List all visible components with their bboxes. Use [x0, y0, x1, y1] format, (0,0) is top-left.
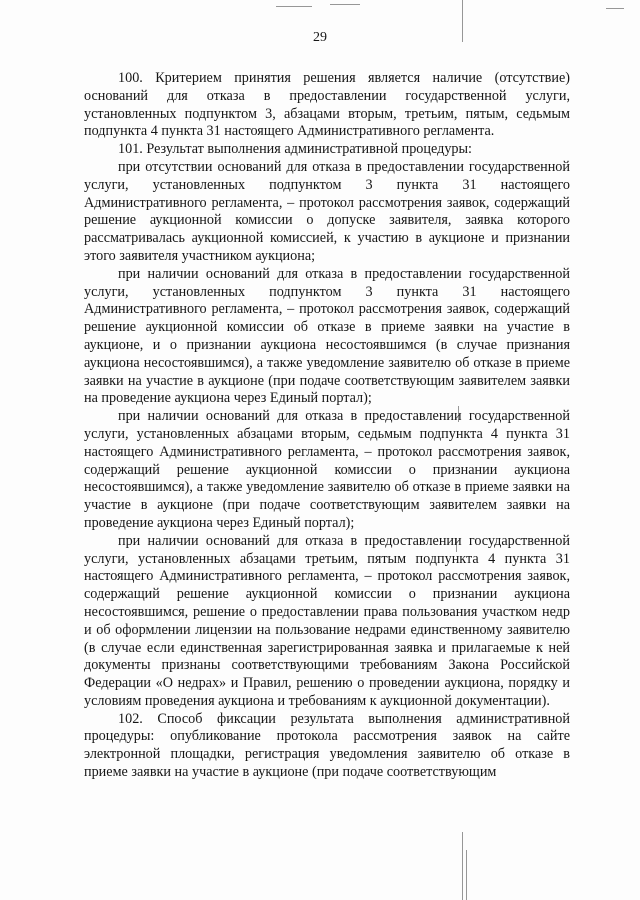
- paragraph-100: 100. Критерием принятия решения является наличие (отсутствие) оснований для отказа в предоставлении государственной услуги, установленных подпунктом 3, абзацами вторым, третьим, пятым, седьмым подпункта 4 пункта 31 настоящего Административного регламента.: [84, 70, 570, 140]
- scan-artifact: [606, 8, 624, 9]
- scan-artifact: [330, 4, 360, 5]
- scan-artifact: [466, 850, 467, 900]
- result-item-grounds-subpoint-3: при наличии оснований для отказа в предоставлении государственной услуги, установленных подпунктом 3 пункта 31 настоящего Административного регламента, – протокол рассмотрения заявок, содержащий решение аукционной комиссии об отказе в приеме заявки на участие в аукционе, и о признании аукциона несостоявшимся (в случае признания аукциона несостоявшимся), а также уведомление заявителю об отказе в приеме заявки на участие в аукционе (при подаче соответствующим заявителем заявки на проведение аукциона через Единый портал);: [84, 265, 570, 407]
- paragraph-101: 101. Результат выполнения административной процедуры:: [118, 141, 472, 158]
- paragraph-102: 102. Способ фиксации результата выполнения административной процедуры: опубликование протокола рассмотрения заявок на сайте электронной площадки, регистрация уведомления заявителю об отказе в приеме заявки на участие в аукционе (при подаче соответствующим: [84, 710, 570, 781]
- result-item-grounds-second-seventh: при наличии оснований для отказа в предоставлении государственной услуги, установленных абзацами вторым, седьмым подпункта 4 пункта 31 настоящего Административного регламента, – протокол рассмотрения заявок, содержащий решение аукционной комиссии о признании аукциона несостоявшимся), а также уведомление заявителю об отказе в приеме заявки на участие в аукционе (при подаче соответствующим заявителем заявки на проведение аукциона через Единый портал);: [84, 408, 570, 531]
- page-number: 29: [313, 30, 327, 45]
- result-item-grounds-third-fifth: при наличии оснований для отказа в предоставлении государственной услуги, установленных абзацами третьим, пятым подпункта 4 пункта 31 настоящего Административного регламента, – протокол рассмотрения заявок, содержащий решение аукционной комиссии о признании аукциона несостоявшимся, решение о предоставлении права пользования участком недр и об оформлении лицензии на пользование недрами единственному заявителю (в случае если единственная зарегистрированная заявка и прилагаемые к ней документы признаны соответствующими требованиям Закона Российской Федерации «О недрах» и Правил, решению о проведении аукциона, порядку и условиям проведения аукциона и требованиям к аукционной документации).: [84, 532, 570, 709]
- result-item-no-grounds: при отсутствии оснований для отказа в предоставлении государственной услуги, установленных подпунктом 3 пункта 31 настоящего Административного регламента, – протокол рассмотрения заявок, содержащий решение аукционной комиссии о допуске заявителя, заявка которого рассматривалась аукционной комиссией, к участию в аукционе и признании этого заявителя участником аукциона;: [84, 158, 570, 264]
- scan-artifact: [462, 832, 463, 900]
- scan-artifact: [276, 6, 312, 7]
- document-body: [84, 70, 570, 782]
